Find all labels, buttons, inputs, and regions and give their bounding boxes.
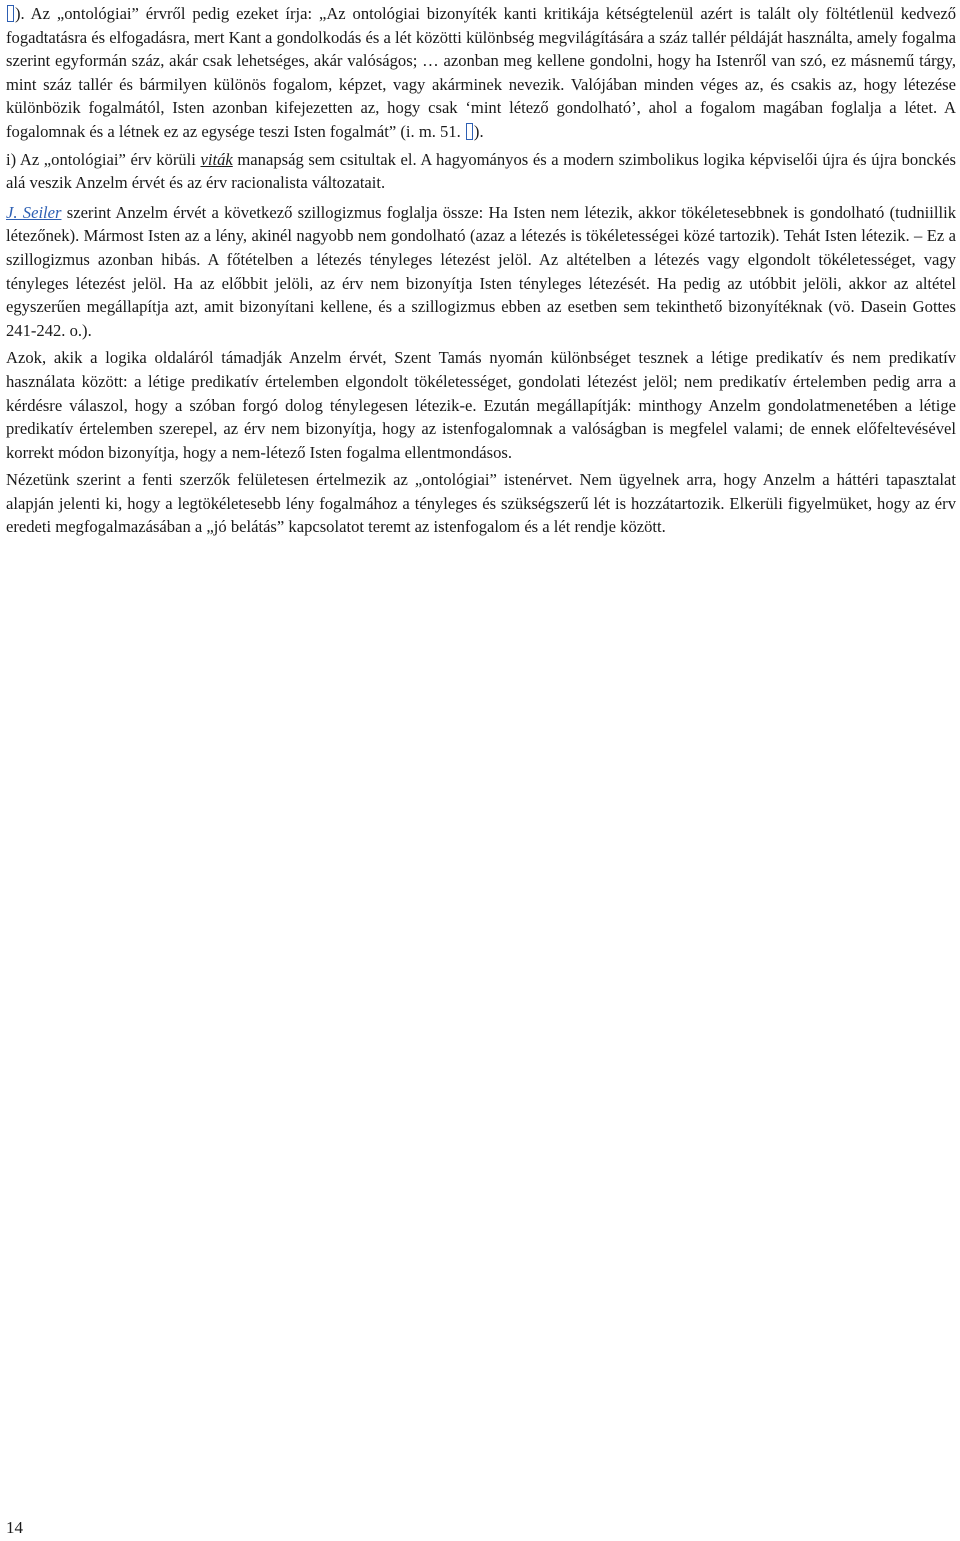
- reference-marker-box: [7, 5, 14, 22]
- page-number: 14: [6, 1518, 23, 1537]
- body-text: [6, 2, 956, 543]
- paragraph-1: [6, 2, 956, 144]
- paragraph-2-emphasis: viták: [200, 149, 233, 169]
- paragraph-3-text: szerint Anzelm érvét a következő szillogizmus foglalja össze: Ha Isten nem létezik, akkor tökéletesebbnek is gondolható (tudniillik létezőnek). Mármost Isten az a lény, akinél nagyobb nem gondolható (azaz a létezés is tökéletességei közé tartozik). Tehát Isten létezik. – Ez a szillogizmus azonban hibás. A főtételben a létezés tényleges létezést jelöl. Az altételben a létezés vagy elgondolt tökéletességet, vagy tényleges létezést jelöl. Ha az előbbit jelöli, az érv nem bizonyítja Isten tényleges létezését. Ha pedig az utóbbit jelöli, akkor az altétel egyszerűen megállapítja azt, amit bizonyítani kellene, és a szillogizmus ebben az esetben sem tekinthető bizonyítéknak (vö. Dasein Gottes 241-242. o.).: [6, 202, 956, 340]
- paragraph-2: [6, 148, 956, 195]
- author-reference: J. Seiler: [6, 202, 62, 222]
- paragraph-1-text-a: ). Az „ontológiai” érvről pedig ezeket írja: „Az ontológiai bizonyíték kanti kritikája kétségtelenül azért is talált oly föltétlenül kedvező fogadtatásra és elfogadásra, mert Kant a gondolkodás és a lét közötti különbség megvilágítására a száz tallér példáját használta, amely fogalma szerint egyformán száz, akár csak lehetséges, akár valóságos; … azonban meg kellene gondolni, hogy ha Istenről van szó, ez másnemű tárgy, mint száz tallér és bármilyen különös fogalom, képzet, vagy akárminek nevezik. Valójában minden véges az, és csakis az, hogy létezése különbözik fogalmától, Isten azonban kifejezetten az, hogy csak ‘mint létező gondolható’, ahol a fogalom magában foglalja a létet. A fogalomnak és a létnek ez az egysége teszi Isten fogalmát” (i. m. 51.: [6, 4, 956, 141]
- paragraph-2-text-b: manapság sem csitultak el. A hagyományos és a modern szimbolikus logika képviselői újra és újra bonckés alá veszik Anzelm érvét és az érv racionalista változatait.: [6, 149, 956, 193]
- paragraph-5: Nézetünk szerint a fenti szerzők felületesen értelmezik az „ontológiai” istenérvet. Nem ügyelnek arra, hogy Anzelm a háttéri tapasztalat alapján jelenti ki, hogy a legtökéletesebb lény fogalmához a tényleges és szükségszerű lét is hozzátartozik. Elkerüli figyelmüket, hogy az érv eredeti megfogalmazásában a „jó belátás” kapcsolatot teremt az istenfogalom és a lét rendje között.: [6, 470, 956, 537]
- paragraph-3: [6, 201, 956, 343]
- reference-marker-box: [466, 123, 473, 140]
- paragraph-4: Azok, akik a logika oldaláról támadják Anzelm érvét, Szent Tamás nyomán különbséget tesznek a létige predikatív és nem predikatív használata között: a létige predikatív értelemben elgondolt tökéletességet, gondolati létezést jelöl; nem predikatív értelemben pedig arra a kérdésre válaszol, hogy a szóban forgó dolog ténylegesen létezik-e. Ezután megállapítják: minthogy Anzelm gondolatmenetében a létige predikatív értelemben szerepel, az érv nem bizonyítja, hogy az istenfogalomnak a valóságban is megfelel valami; de ennek előfeltevésével korrekt módon bizonyítja, hogy a nem-létező Isten fogalma ellentmondásos.: [6, 348, 956, 462]
- paragraph-2-text-a: i) Az „ontológiai” érv körüli: [6, 149, 201, 169]
- paragraph-1-text-b: ).: [473, 121, 484, 141]
